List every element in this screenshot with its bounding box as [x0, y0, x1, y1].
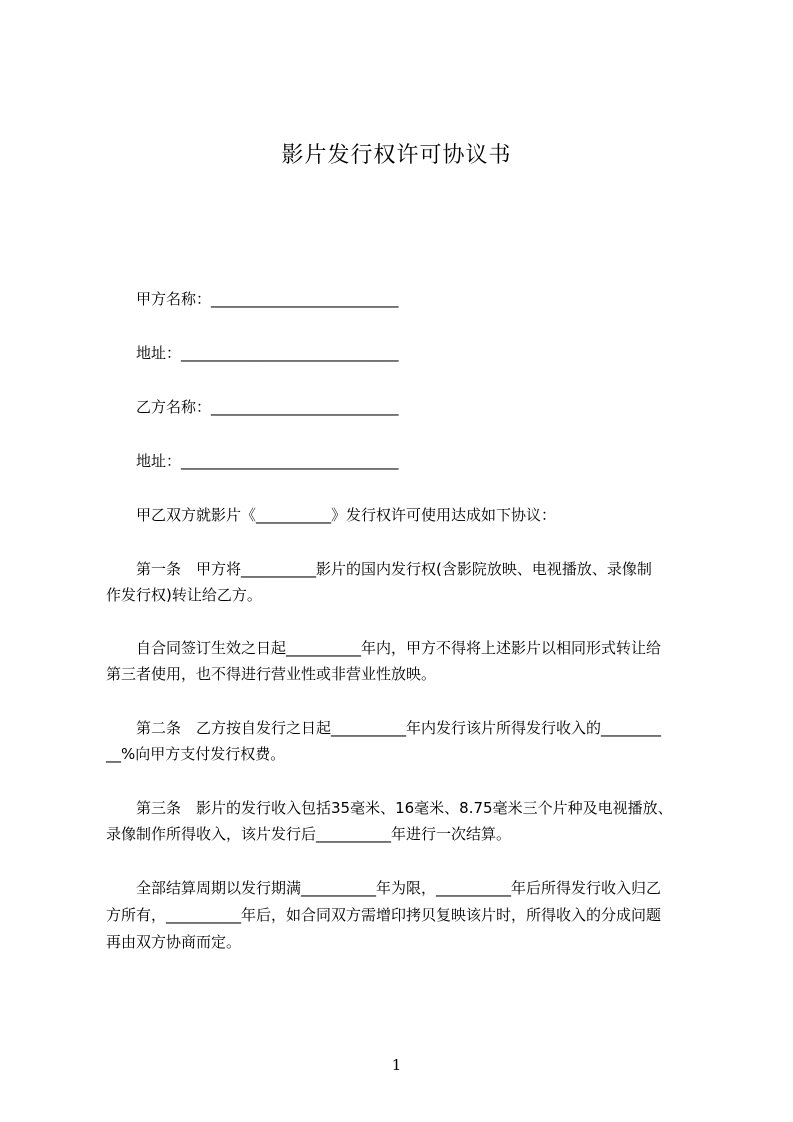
article-1-line-2: 作发行权)转让给乙方。: [106, 586, 262, 604]
article-3-line-1: 第三条 影片的发行收入包括35毫米、16毫米、8.75毫米三个片种及电视播放、: [106, 799, 673, 817]
article-3-line-2: 录像制作所得收入，该片发行后__________年进行一次结算。: [106, 825, 512, 843]
page-number: 1: [391, 1056, 402, 1074]
settlement-line-2: 方所有，__________年后，如合同双方需增印拷贝复映该片时，所得收入的分成问题: [106, 906, 662, 924]
party-a-address-line: 地址：_____________________________: [106, 344, 399, 362]
article-1-line-1: 第一条 甲方将__________影片的国内发行权(含影院放映、电视播放、录像制: [106, 560, 652, 578]
party-a-name-line: 甲方名称：_________________________: [106, 290, 399, 308]
article-1-para-2-line-1: 自合同签订生效之日起__________年内，甲方不得将上述影片以相同形式转让给: [106, 639, 662, 657]
party-b-name-line: 乙方名称：_________________________: [106, 398, 399, 416]
article-1-para-2-line-2: 第三者使用，也不得进行营业性或非营业性放映。: [106, 665, 437, 683]
agreement-intro: 甲乙双方就影片《__________》发行权许可使用达成如下协议：: [106, 506, 557, 524]
article-2-line-2: __%向甲方支付发行权费。: [106, 745, 286, 763]
article-2-line-1: 第二条 乙方按自发行之日起__________年内发行该片所得发行收入的________: [106, 719, 662, 737]
settlement-line-3: 再由双方协商而定。: [106, 933, 242, 951]
settlement-line-1: 全部结算周期以发行期满__________年为限，__________年后所得发行收入归乙: [106, 879, 662, 897]
party-b-address-line: 地址：_____________________________: [106, 452, 399, 470]
document-title: 影片发行权许可协议书: [281, 143, 512, 168]
